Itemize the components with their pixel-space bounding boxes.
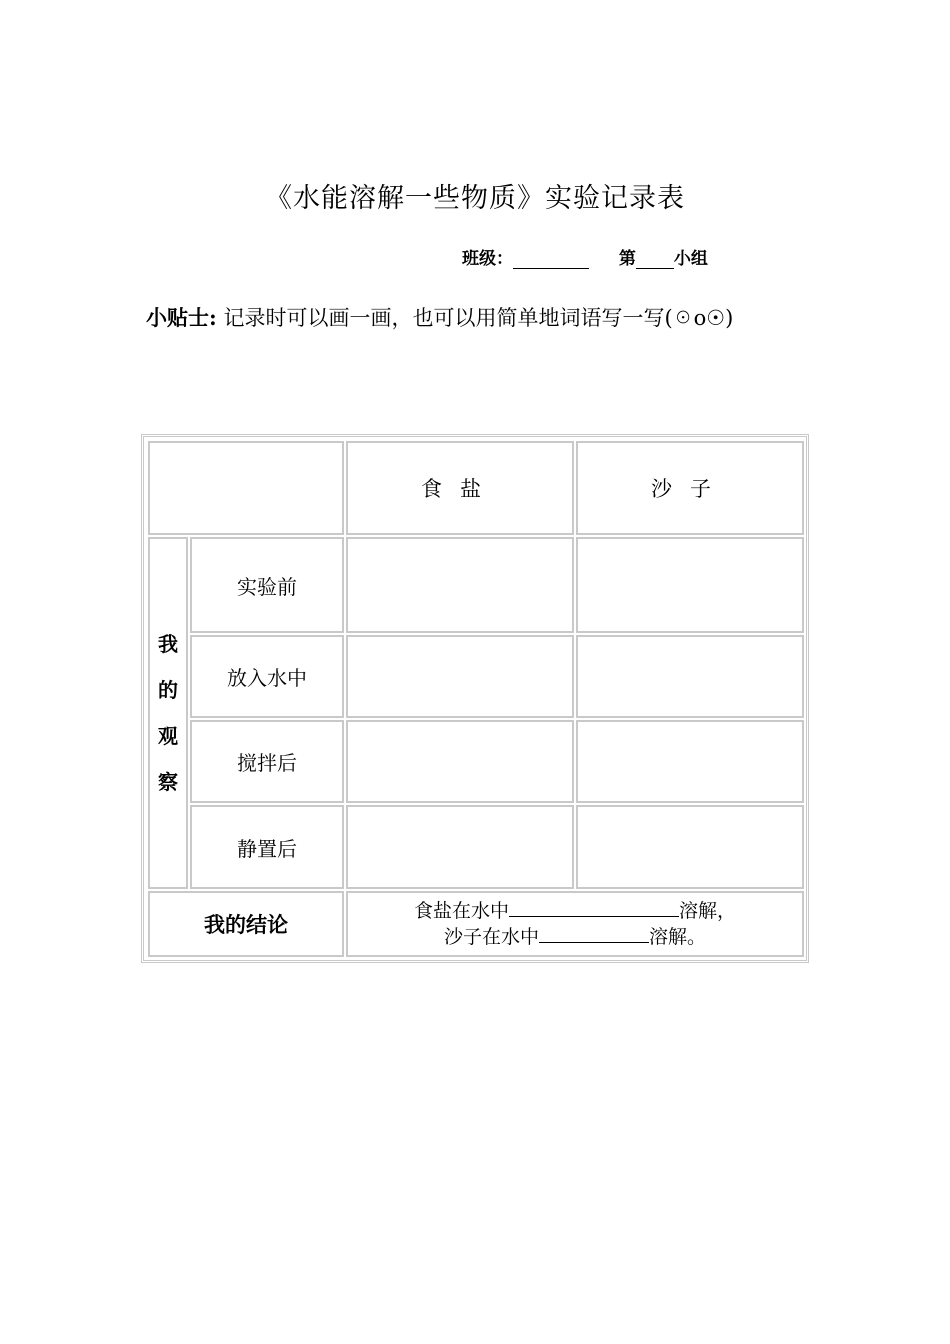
column-header-salt: 食盐 <box>346 441 574 535</box>
observation-label <box>148 537 188 889</box>
sand-after-stirring-cell[interactable] <box>576 720 804 803</box>
group-prefix: 第 <box>618 249 636 269</box>
class-label: 班级： <box>462 249 513 269</box>
sand-before-cell[interactable] <box>576 537 804 633</box>
row-label-before: 实验前 <box>190 537 344 633</box>
conclusion-sand-blank[interactable] <box>539 924 649 943</box>
corner-cell <box>148 441 344 535</box>
tip-text: 记录时可以画一画，也可以用简单地词语写一写(☉o☉) <box>223 306 734 330</box>
row-label-after-stirring: 搅拌后 <box>190 720 344 803</box>
row-label-into-water: 放入水中 <box>190 635 344 718</box>
sand-into-water-cell[interactable] <box>576 635 804 718</box>
observation-char: 察 <box>158 770 178 794</box>
salt-before-cell[interactable] <box>346 537 574 633</box>
conclusion-cell <box>346 891 804 957</box>
conclusion-label: 我的结论 <box>148 891 344 957</box>
column-header-sand: 沙子 <box>576 441 804 535</box>
observation-char: 观 <box>158 724 178 748</box>
conclusion-salt-blank[interactable] <box>509 898 679 917</box>
salt-after-settling-cell[interactable] <box>346 805 574 889</box>
conclusion-salt-prefix: 食盐在水中 <box>413 900 509 922</box>
salt-into-water-cell[interactable] <box>346 635 574 718</box>
tip-label: 小贴士: <box>146 305 217 330</box>
class-blank[interactable] <box>513 251 589 269</box>
conclusion-sand-prefix: 沙子在水中 <box>443 926 539 948</box>
conclusion-line-salt <box>414 898 736 924</box>
row-label-after-settling: 静置后 <box>190 805 344 889</box>
conclusion-salt-suffix: 溶解， <box>679 900 737 922</box>
group-number-blank[interactable] <box>636 251 674 269</box>
class-group-line <box>462 244 708 269</box>
record-table <box>141 434 809 963</box>
sand-after-settling-cell[interactable] <box>576 805 804 889</box>
conclusion-line-sand <box>444 924 706 950</box>
salt-after-stirring-cell[interactable] <box>346 720 574 803</box>
tip-line <box>146 302 733 332</box>
conclusion-sand-suffix: 溶解。 <box>649 926 707 948</box>
observation-char: 我 <box>158 632 178 656</box>
page-title: 《水能溶解一些物质》实验记录表 <box>265 183 685 214</box>
observation-char: 的 <box>158 678 178 702</box>
group-suffix: 小组 <box>673 249 708 269</box>
